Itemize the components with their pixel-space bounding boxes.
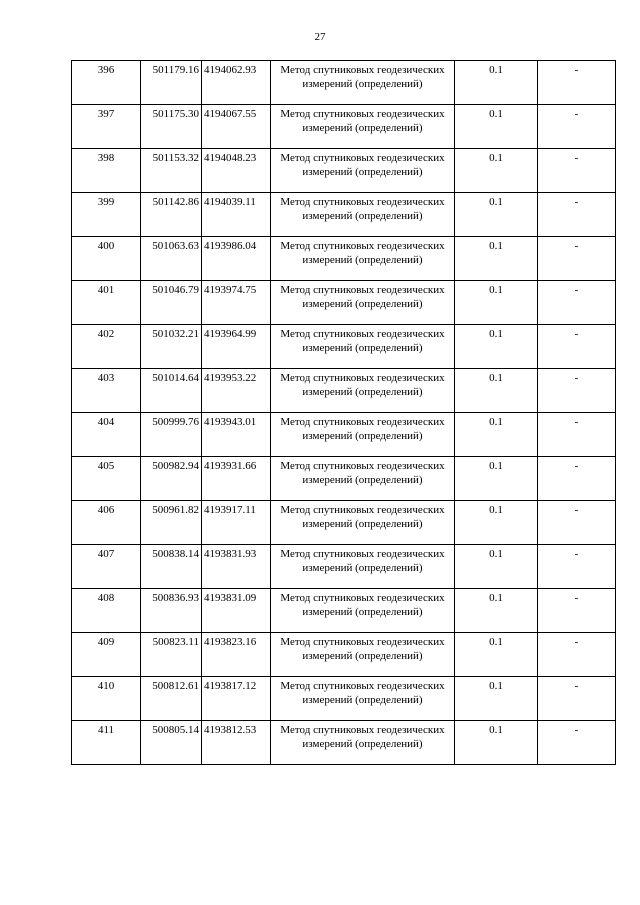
method-cell: Метод спутниковых геодезических измерений (определений) [271,413,455,457]
description-cell: - [538,193,616,237]
y-coordinate-cell: 4193812.53 [202,721,271,765]
table-row [72,721,616,765]
point-number-cell: 396 [72,61,141,105]
method-cell: Метод спутниковых геодезических измерений (определений) [271,677,455,721]
table-row [72,677,616,721]
y-coordinate-cell: 4193817.12 [202,677,271,721]
y-coordinate-cell: 4193831.09 [202,589,271,633]
point-number-cell: 410 [72,677,141,721]
x-coordinate-cell: 501046.79 [141,281,202,325]
accuracy-cell: 0.1 [455,413,538,457]
accuracy-cell: 0.1 [455,149,538,193]
method-cell: Метод спутниковых геодезических измерений (определений) [271,457,455,501]
description-cell: - [538,501,616,545]
table-row [72,105,616,149]
x-coordinate-cell: 501153.32 [141,149,202,193]
y-coordinate-cell: 4193917.11 [202,501,271,545]
y-coordinate-cell: 4194039.11 [202,193,271,237]
x-coordinate-cell: 500982.94 [141,457,202,501]
description-cell: - [538,457,616,501]
point-number-cell: 405 [72,457,141,501]
y-coordinate-cell: 4193931.66 [202,457,271,501]
point-number-cell: 406 [72,501,141,545]
accuracy-cell: 0.1 [455,369,538,413]
description-cell: - [538,721,616,765]
point-number-cell: 397 [72,105,141,149]
method-cell: Метод спутниковых геодезических измерений (определений) [271,545,455,589]
description-cell: - [538,61,616,105]
point-number-cell: 403 [72,369,141,413]
x-coordinate-cell: 500805.14 [141,721,202,765]
method-cell: Метод спутниковых геодезических измерений (определений) [271,501,455,545]
table-row [72,149,616,193]
point-number-cell: 401 [72,281,141,325]
method-cell: Метод спутниковых геодезических измерений (определений) [271,589,455,633]
table-row [72,281,616,325]
table-row [72,633,616,677]
y-coordinate-cell: 4193953.22 [202,369,271,413]
x-coordinate-cell: 500838.14 [141,545,202,589]
x-coordinate-cell: 501032.21 [141,325,202,369]
point-number-cell: 399 [72,193,141,237]
method-cell: Метод спутниковых геодезических измерений (определений) [271,105,455,149]
x-coordinate-cell: 501014.64 [141,369,202,413]
accuracy-cell: 0.1 [455,633,538,677]
description-cell: - [538,545,616,589]
method-cell: Метод спутниковых геодезических измерений (определений) [271,193,455,237]
y-coordinate-cell: 4193943.01 [202,413,271,457]
point-number-cell: 407 [72,545,141,589]
x-coordinate-cell: 500999.76 [141,413,202,457]
description-cell: - [538,149,616,193]
y-coordinate-cell: 4193831.93 [202,545,271,589]
x-coordinate-cell: 501142.86 [141,193,202,237]
x-coordinate-cell: 501063.63 [141,237,202,281]
point-number-cell: 408 [72,589,141,633]
x-coordinate-cell: 500961.82 [141,501,202,545]
description-cell: - [538,105,616,149]
table-row [72,501,616,545]
method-cell: Метод спутниковых геодезических измерений (определений) [271,721,455,765]
description-cell: - [538,369,616,413]
description-cell: - [538,633,616,677]
x-coordinate-cell: 501175.30 [141,105,202,149]
method-cell: Метод спутниковых геодезических измерений (определений) [271,61,455,105]
accuracy-cell: 0.1 [455,545,538,589]
accuracy-cell: 0.1 [455,677,538,721]
y-coordinate-cell: 4194048.23 [202,149,271,193]
accuracy-cell: 0.1 [455,457,538,501]
page-number: 27 [314,31,326,43]
x-coordinate-cell: 500836.93 [141,589,202,633]
coordinates-table [71,60,616,765]
y-coordinate-cell: 4194062.93 [202,61,271,105]
description-cell: - [538,281,616,325]
y-coordinate-cell: 4194067.55 [202,105,271,149]
table-row [72,61,616,105]
method-cell: Метод спутниковых геодезических измерений (определений) [271,633,455,677]
accuracy-cell: 0.1 [455,193,538,237]
table-row [72,457,616,501]
accuracy-cell: 0.1 [455,61,538,105]
accuracy-cell: 0.1 [455,281,538,325]
description-cell: - [538,325,616,369]
x-coordinate-cell: 500823.11 [141,633,202,677]
method-cell: Метод спутниковых геодезических измерений (определений) [271,325,455,369]
y-coordinate-cell: 4193986.04 [202,237,271,281]
point-number-cell: 402 [72,325,141,369]
accuracy-cell: 0.1 [455,589,538,633]
table-row [72,193,616,237]
accuracy-cell: 0.1 [455,237,538,281]
table-row [72,369,616,413]
y-coordinate-cell: 4193974.75 [202,281,271,325]
accuracy-cell: 0.1 [455,105,538,149]
point-number-cell: 404 [72,413,141,457]
y-coordinate-cell: 4193823.16 [202,633,271,677]
table-row [72,589,616,633]
description-cell: - [538,413,616,457]
x-coordinate-cell: 501179.16 [141,61,202,105]
point-number-cell: 409 [72,633,141,677]
description-cell: - [538,237,616,281]
table-row [72,413,616,457]
accuracy-cell: 0.1 [455,501,538,545]
description-cell: - [538,677,616,721]
point-number-cell: 411 [72,721,141,765]
table-row [72,545,616,589]
table-row [72,237,616,281]
method-cell: Метод спутниковых геодезических измерений (определений) [271,281,455,325]
y-coordinate-cell: 4193964.99 [202,325,271,369]
point-number-cell: 400 [72,237,141,281]
method-cell: Метод спутниковых геодезических измерений (определений) [271,369,455,413]
description-cell: - [538,589,616,633]
method-cell: Метод спутниковых геодезических измерений (определений) [271,149,455,193]
point-number-cell: 398 [72,149,141,193]
x-coordinate-cell: 500812.61 [141,677,202,721]
table-body [72,61,616,765]
accuracy-cell: 0.1 [455,325,538,369]
method-cell: Метод спутниковых геодезических измерений (определений) [271,237,455,281]
table-row [72,325,616,369]
accuracy-cell: 0.1 [455,721,538,765]
